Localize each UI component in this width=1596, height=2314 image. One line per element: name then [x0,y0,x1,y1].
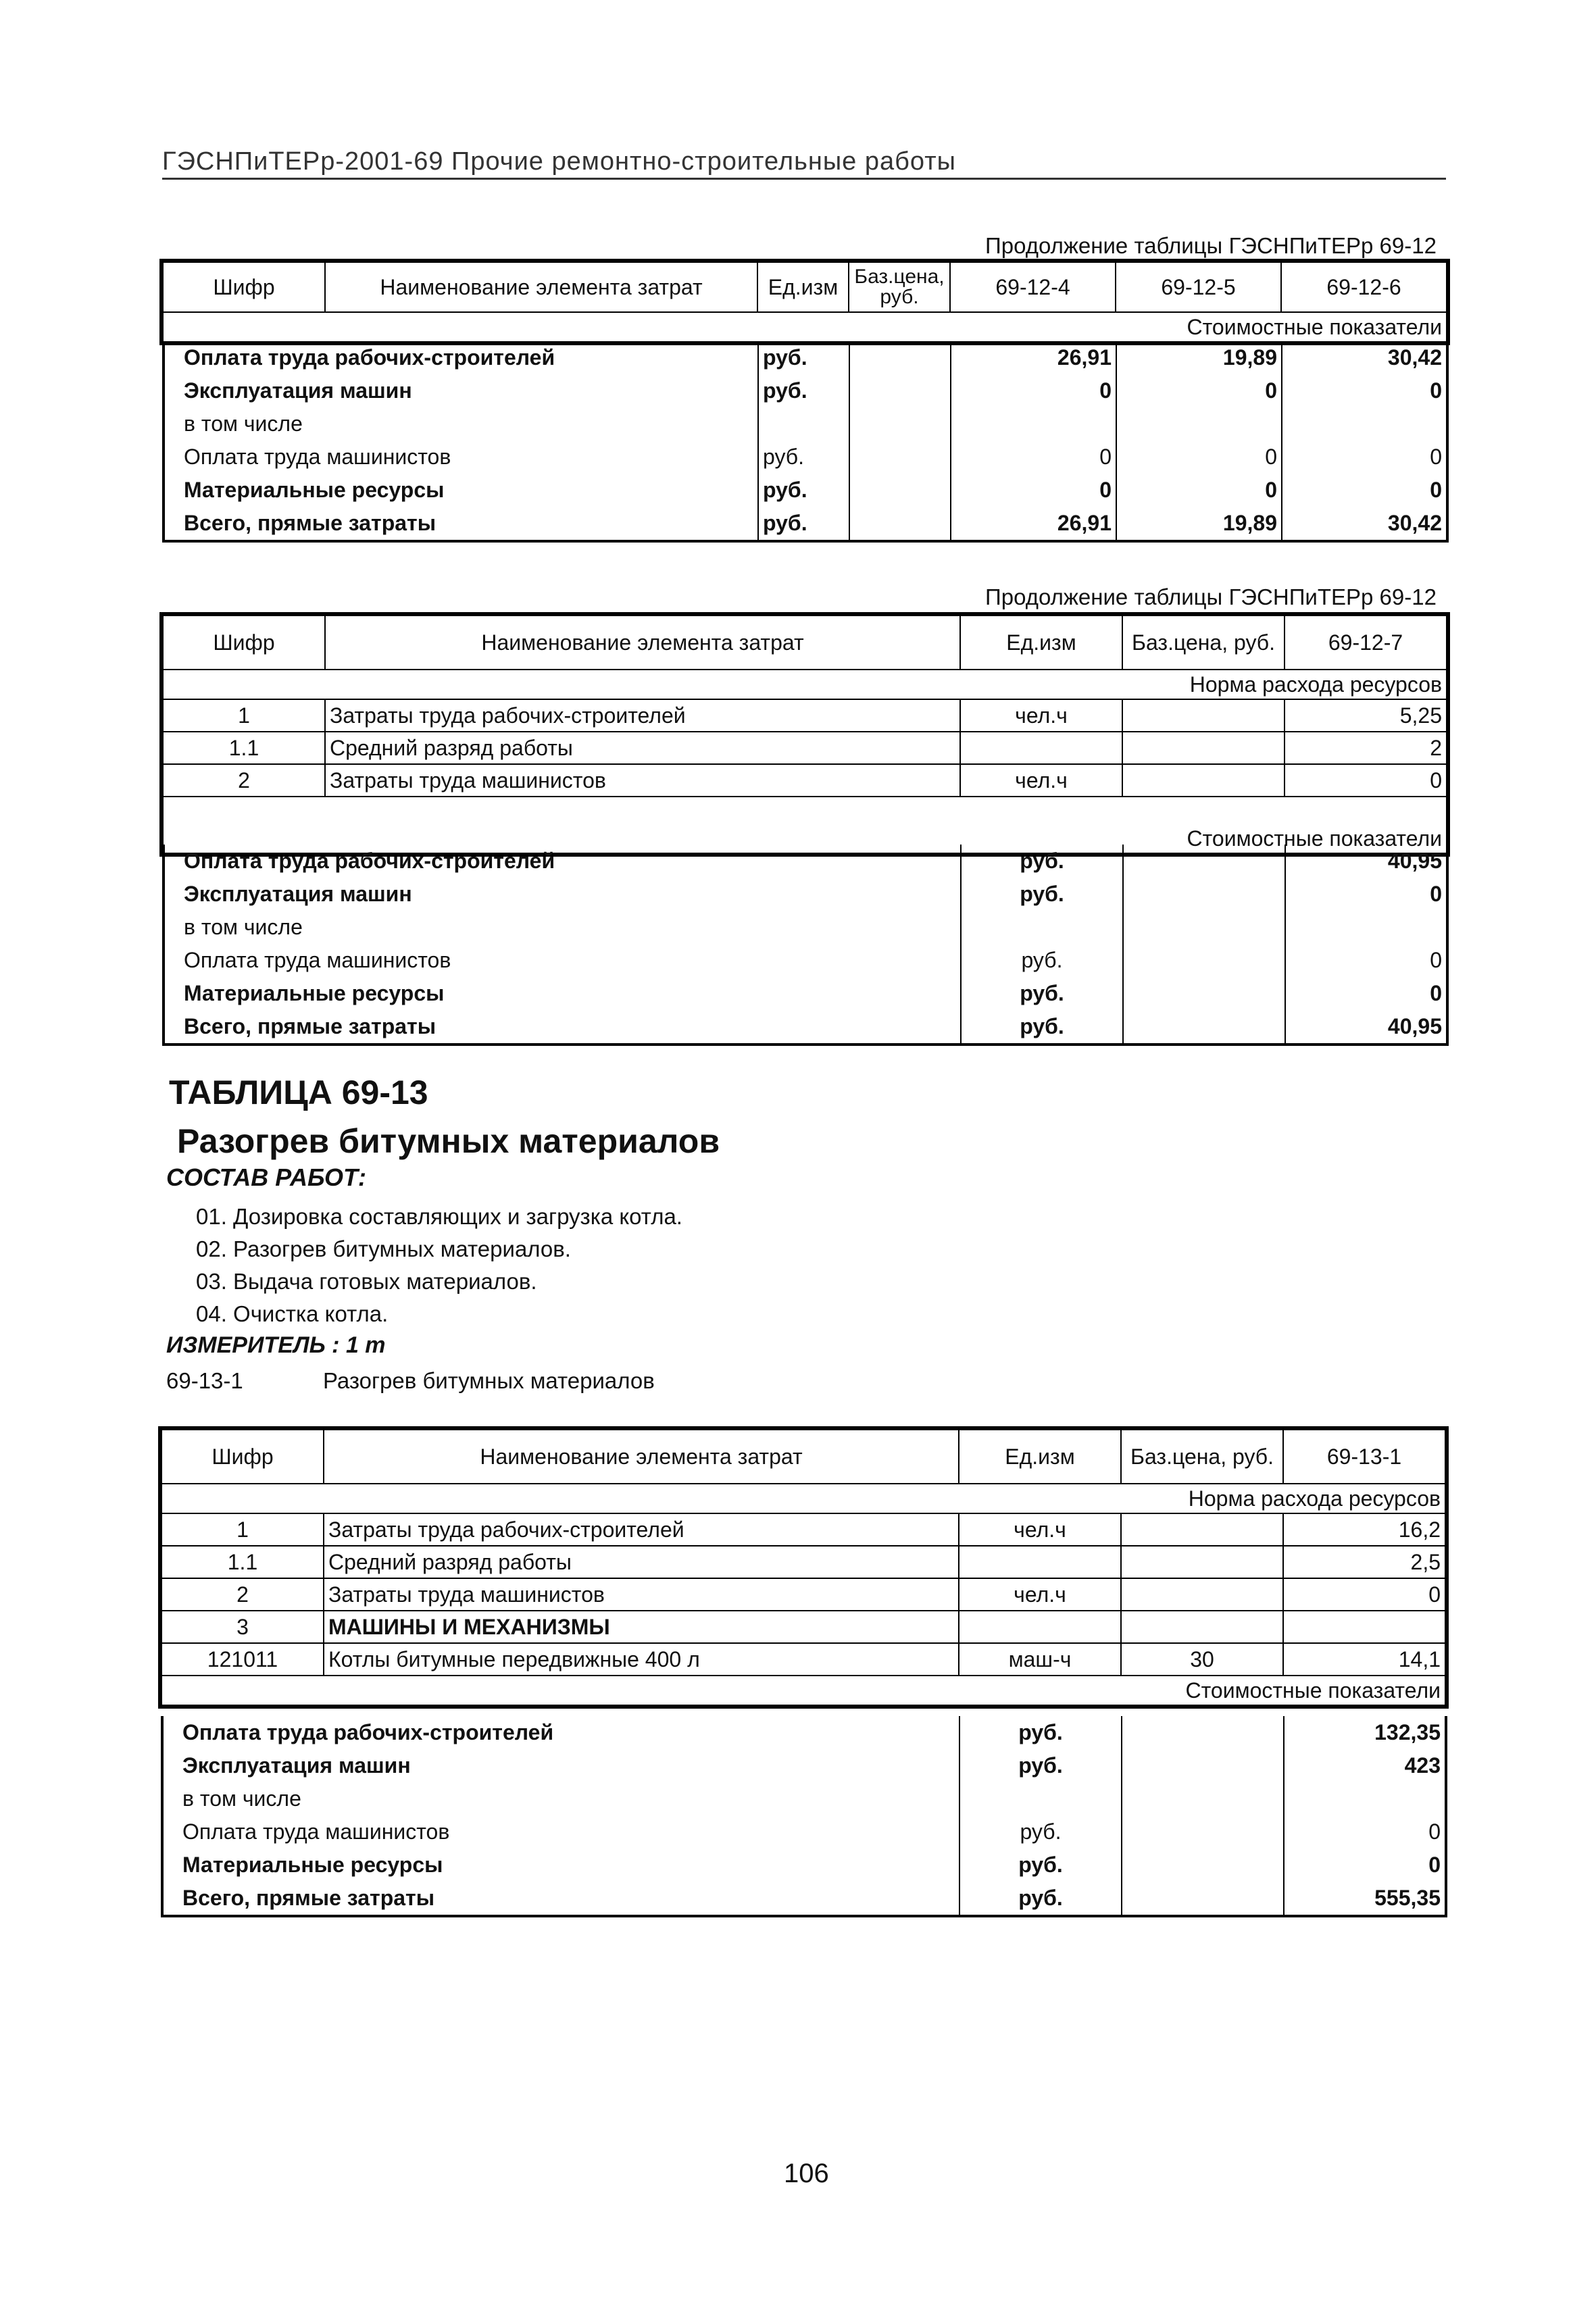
table-row: в том числе [162,1782,1446,1815]
table-row: Материальные ресурсы руб. 0 [164,977,1447,1010]
table-row: 1 Затраты труда рабочих-строителей чел.ч 5,25 [163,699,1447,732]
table-row: 1 Затраты труда рабочих-строителей чел.ч 16,2 [161,1513,1445,1546]
work-composition-label: СОСТАВ РАБОТ: [166,1163,366,1191]
page-number: 106 [784,2159,829,2188]
table1-header-col2: 69-12-5 [1116,262,1281,312]
table-row: 1.1 Средний разряд работы 2,5 [161,1546,1445,1578]
table3-header-name: Наименование элемента затрат [324,1430,959,1484]
table-row: Эксплуатация машин руб. 423 [162,1749,1446,1782]
work-item: 01. Дозировка составляющих и загрузка котла. [196,1204,682,1229]
table1 [162,261,1447,343]
table-row: Эксплуатация машин руб. 0 0 0 [164,374,1447,407]
table1-header-price: Баз.цена, руб. [849,262,950,312]
table1-section: Стоимостные показатели [163,312,1447,342]
table3-header-code: Шифр [161,1430,324,1484]
table3-header-unit: Ед.изм [959,1430,1121,1484]
table-row: в том числе [164,407,1447,441]
table-row: 2 Затраты труда машинистов чел.ч 0 [163,764,1447,797]
table2 [162,615,1447,854]
table1-header-unit: Ед.изм [757,262,849,312]
work-item: 04. Очистка котла. [196,1301,389,1326]
table3-header-price: Баз.цена, руб. [1121,1430,1283,1484]
table3-cost-rows [161,1716,1447,1917]
table2-cost-section: Стоимостные показатели [163,824,1447,853]
table-row: Материальные ресурсы руб. 0 [162,1848,1446,1882]
work-item: 03. Выдача готовых материалов. [196,1269,537,1294]
table-row: Оплата труда машинистов руб. 0 [164,944,1447,977]
table1-header-col3: 69-12-6 [1281,262,1447,312]
table3-header-col1: 69-13-1 [1283,1430,1445,1484]
table2-continuation: Продолжение таблицы ГЭСНПиТЕРр 69-12 [985,584,1437,609]
table-row: Оплата труда рабочих-строителей руб. 132,35 [162,1716,1446,1749]
work-item: 02. Разогрев битумных материалов. [196,1236,571,1261]
table-row: Материальные ресурсы руб. 0 0 0 [164,474,1447,507]
item-name: Разогрев битумных материалов [323,1368,655,1393]
table3 [161,1429,1446,1706]
table-row: Всего, прямые затраты руб. 555,35 [162,1882,1446,1916]
table-title: ТАБЛИЦА 69-13 [169,1074,428,1111]
table-row: 1.1 Средний разряд работы 2 [163,732,1447,764]
table-row: 2 Затраты труда машинистов чел.ч 0 [161,1578,1445,1611]
table-row: в том числе [164,911,1447,944]
table-subtitle: Разогрев битумных материалов [177,1122,720,1160]
table-row: Оплата труда машинистов руб. 0 0 0 [164,441,1447,474]
table2-norm-section: Норма расхода ресурсов [163,670,1447,699]
table-row: Всего, прямые затраты руб. 26,91 19,89 30,42 [164,507,1447,541]
table3-norm-section: Норма расхода ресурсов [161,1484,1445,1513]
table3-cost-section: Стоимостные показатели [161,1676,1445,1705]
table1-header-col1: 69-12-4 [950,262,1116,312]
table1-cost-rows [162,341,1449,543]
table1-header-name: Наименование элемента затрат [325,262,757,312]
table-row: 3 МАШИНЫ И МЕХАНИЗМЫ [161,1611,1445,1643]
table2-header-price: Баз.цена, руб. [1122,615,1285,670]
table-row: Оплата труда рабочих-строителей руб. 40,95 [164,845,1447,878]
page-header: ГЭСНПиТЕРр-2001-69 Прочие ремонтно-строительные работы [162,147,1446,180]
table2-cost-rows [162,845,1449,1046]
table2-header-col1: 69-12-7 [1285,615,1447,670]
table2-header-code: Шифр [163,615,325,670]
table2-header-name: Наименование элемента затрат [325,615,960,670]
table-row: Оплата труда рабочих-строителей руб. 26,91 19,89 30,42 [164,341,1447,374]
table-row: 121011 Котлы битумные передвижные 400 л маш-ч 30 14,1 [161,1643,1445,1676]
table-row: Оплата труда машинистов руб. 0 [162,1815,1446,1848]
item-code: 69-13-1 [166,1368,243,1393]
table2-header-unit: Ед.изм [960,615,1122,670]
meter-label: ИЗМЕРИТЕЛЬ : 1 т [166,1332,386,1358]
table1-header-code: Шифр [163,262,325,312]
table-row: Эксплуатация машин руб. 0 [164,878,1447,911]
table-row: Всего, прямые затраты руб. 40,95 [164,1010,1447,1045]
table1-continuation: Продолжение таблицы ГЭСНПиТЕРр 69-12 [985,233,1437,258]
